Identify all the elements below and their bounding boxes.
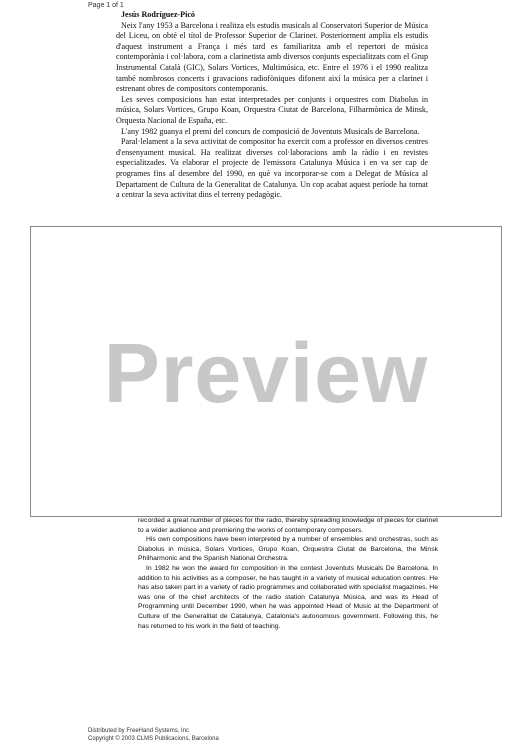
page-count: Page 1 of 1: [88, 2, 124, 9]
footer: [88, 727, 219, 743]
distributor-line: Distributed by FreeHand Systems, Inc: [88, 728, 190, 734]
preview-frame: [30, 226, 502, 517]
preview-watermark: Preview: [103, 326, 429, 420]
en-paragraph-2: His own compositions have been interpreted by a number of ensembles and orchestras, such as Diabolus in música, Solars Vortices, Grupo Koan, Orquestra Ciutat de Barcelona, the Minsk Philharmonic and the Spanish National Orchestra.: [138, 536, 438, 563]
bio-paragraph-4: Paral·lelament a la seva activitat de compositor ha exercit com a professor en diversos centres d'ensenyament musical. Ha realitzat diverses col·laboracions amb la ràdio i en revistes especialitzades. Va elaborar el projecte de l'emissora Catalunya Música i en va ser cap de programes fins al desembre del 1990, en què va incorporar-se com a Delegat de Música al Departament de Cultura de la Generalitat de Catalunya. Un cop acabat aquest període ha tornat a centrar la seva activitat dins el terreny pedagògic.: [116, 137, 428, 200]
copyright-line: Copyright © 2003 CLMS Publicacions, Barcelona: [88, 736, 219, 742]
english-biography: [138, 516, 438, 631]
bio-paragraph-1: Neix l'any 1953 a Barcelona i realitza els estudis musicals al Conservatori Superior de Música del Liceu, on obté el títol de Professor Superior de Clarinet. Posteriorment amplia els estudis d'aquest instrument a França i més tard es familiaritza amb el repertori de música contemporània i col·labora, com a clarinetista amb diversos conjunts especialitzats com el Grup Instrumental Català (GIC), Solars Vortices, Multimúsica, etc. Entre el 1976 i el 1990 realitza també nombrosos concerts i gravacions radiofòniques difonent així la música per a clarinet i estrenant obres de compositors contemporanis.: [116, 20, 428, 94]
en-paragraph-1: recorded a great number of pieces for the radio, thereby spreading knowledge of pieces for clarinet to a wider audience and premiering the works of contemporary composers.: [138, 517, 438, 534]
bio-paragraph-3: L'any 1982 guanya el premi del concurs de composició de Joventuts Musicals de Barcelona.: [121, 126, 420, 136]
en-paragraph-3: In 1982 he won the award for composition in the contest Joventuts Musicals De Barcelona. In addition to his activities as a composer, he has taught in a variety of musical education centres. He has also taken part in a variety of radio programmes and collaborated with specialist magazines. He was one of the chief architects of the radio station Catalunya Música, and was its Head of Programming until December 1990, when he was appointed Head of Music at the Department of Culture of the Generalitat de Catalunya, Catalonia's autonomous government. Following this, he has returned to his work in the field of teaching.: [138, 564, 438, 630]
preview-overlay: [0, 226, 530, 517]
bio-paragraph-2: Les seves composicions han estat interpretades per conjunts i orquestres com Diabolus in música, Solars Vortices, Grupo Koan, Orquestra Ciutat de Barcelona, Filharmònica de Minsk, Orquesta Nacional de España, etc.: [116, 94, 428, 125]
catalan-biography: [116, 10, 428, 201]
author-name: Jesús Rodríguez-Picó: [121, 10, 195, 19]
